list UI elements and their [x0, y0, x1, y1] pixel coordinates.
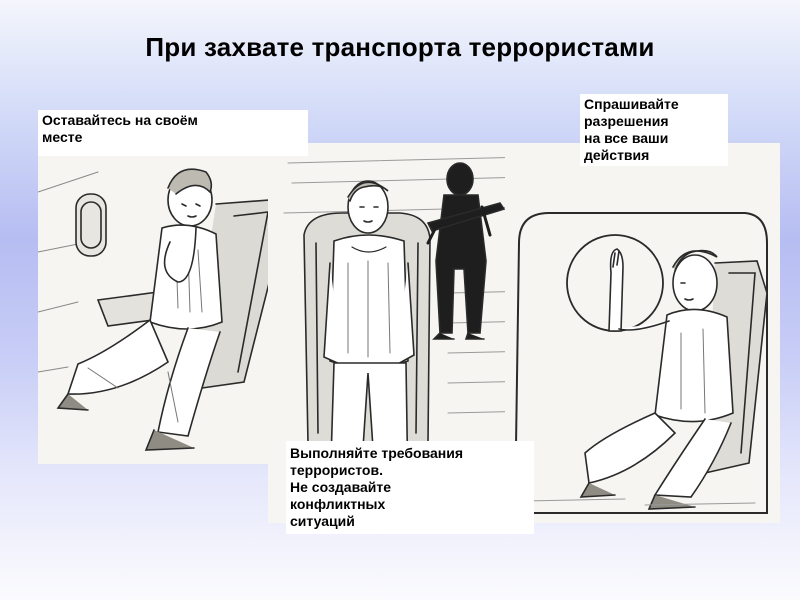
illustration-stay-seated	[38, 132, 290, 464]
caption-line: на все ваши	[584, 130, 669, 146]
passenger-raising-hand-drawing	[505, 143, 780, 523]
caption-stay-seated	[38, 110, 308, 156]
page-title: При захвате транспорта террористами	[145, 32, 655, 62]
caption-line: действия	[584, 147, 650, 163]
caption-ask-permission	[580, 94, 728, 166]
caption-line: разрешения	[584, 113, 669, 129]
caption-follow-demands	[286, 441, 534, 534]
caption-line: Оставайтесь на своём	[42, 112, 198, 128]
caption-line: Выполняйте требования	[290, 445, 464, 461]
caption-line: конфликтных	[290, 496, 386, 512]
caption-line: террористов.	[290, 462, 383, 478]
passenger-by-window-drawing	[38, 132, 290, 464]
caption-line: Не создавайте	[290, 479, 392, 495]
caption-line: месте	[42, 129, 83, 145]
caption-line: Спрашивайте	[584, 96, 679, 112]
illustration-ask-permission	[505, 143, 780, 523]
caption-line: ситуаций	[290, 513, 355, 529]
